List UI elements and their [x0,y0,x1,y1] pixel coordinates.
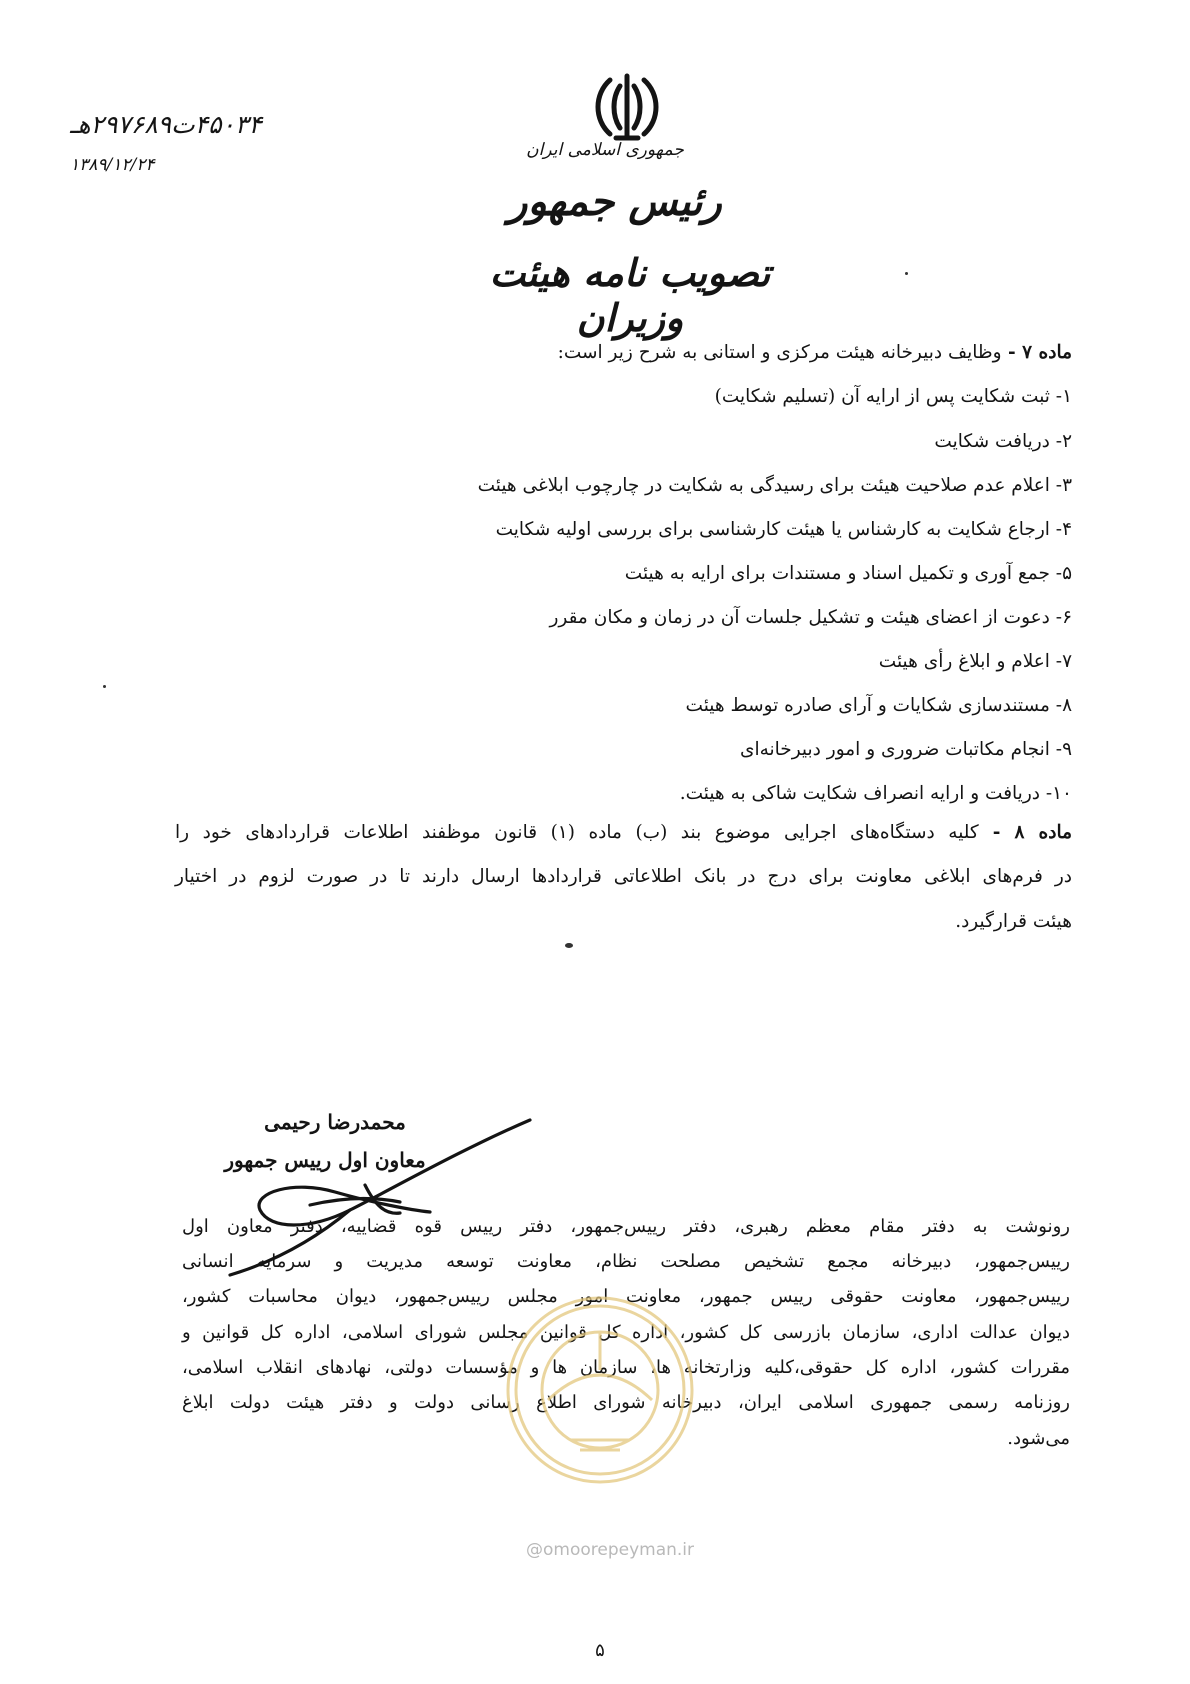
scan-speck [565,943,573,948]
scan-speck [905,272,908,275]
cc-line: رونوشت به دفتر مقام معظم رهبری، دفتر رییس‌جمهور، دفتر رییس قوه قضاییه، دفتر معاون اول [182,1216,1070,1237]
article-7-heading [558,341,1072,365]
cc-line: رییس‌جمهور، معاونت حقوقی رییس جمهور، معاونت امور مجلس رییس‌جمهور، دیوان محاسبات کشور، [182,1286,1070,1307]
article-8-title: ماده ۸ - [978,822,1073,843]
cc-line: دیوان عدالت اداری، سازمان بازرسی کل کشور، اداره کل قوانین مجلس شورای اسلامی، اداره کل قوانین و [182,1322,1070,1343]
reference-number: ۴۵۰۳۴ت۲۹۷۶۸۹هـ [70,110,262,139]
article-8-line: در فرم‌های ابلاغی معاونت برای درج در بانک اطلاعاتی قراردادها ارسال دارند تا در صورت لزوم در اختیار [175,866,1072,887]
article-7-item: ۸- مستندسازی شکایات و آرای صادره توسط هیئت [685,695,1072,716]
article-8-text: کلیه دستگاه‌های اجرایی موضوع بند (ب) ماده (۱) قانون موظفند اطلاعات قراردادهای خود را [175,822,979,843]
page-number: ۵ [595,1640,605,1661]
office-title: رئیس جمهور [508,178,722,225]
cc-line: می‌شود. [1007,1428,1070,1449]
article-7-item: ۳- اعلام عدم صلاحیت هیئت برای رسیدگی به شکایت در چارچوب ابلاغی هیئت [477,475,1072,496]
article-7-item: ۶- دعوت از اعضای هیئت و تشکیل جلسات آن در زمان و مکان مقرر [549,607,1072,628]
signer-title: معاون اول رییس جمهور [224,1148,426,1172]
article-7-item: ۴- ارجاع شکایت به کارشناس یا هیئت کارشناسی برای بررسی اولیه شکایت [495,519,1072,540]
article-7-item: ۲- دریافت شکایت [934,431,1072,452]
signer-name: محمدرضا رحیمی [264,1110,406,1134]
article-8-line [175,822,1072,843]
article-7-item: ۷- اعلام و ابلاغ رأی هیئت [878,651,1072,672]
watermark-seal-icon [500,1290,700,1490]
cc-line: رییس‌جمهور، دبیرخانه مجمع تشخیص مصلحت نظام، معاونت توسعه مدیریت و سرمایه انسانی [182,1251,1070,1272]
scan-speck [103,685,106,688]
cc-line: روزنامه رسمی جمهوری اسلامی ایران، دبیرخانه شورای اطلاع رسانی دولت و دفتر هیئت دولت ابلاغ [182,1392,1070,1413]
article-7-item: ۱- ثبت شکایت پس از ارایه آن (تسلیم شکایت) [714,386,1072,407]
reference-date: ۱۳۸۹/۱۲/۲۴ [70,155,155,175]
country-name: جمهوری اسلامی ایران [526,140,684,160]
article-8-line: هیئت قرارگیرد. [955,911,1072,932]
article-7-title: ماده ۷ - [1001,342,1072,363]
article-7-item: ۱۰- دریافت و ارایه انصراف شکایت شاکی به هیئت. [679,783,1072,804]
article-7-item: ۹- انجام مکاتبات ضروری و امور دبیرخانه‌ای [739,739,1072,760]
article-7-intro: وظایف دبیرخانه هیئت مرکزی و استانی به شرح زیر است: [557,342,1002,363]
article-7-item: ۵- جمع آوری و تکمیل اسناد و مستندات برای ارایه به هیئت [624,563,1072,584]
watermark-url: @omoorepeyman.ir [525,1540,695,1560]
document-type-title: تصویب نامه هیئت وزیران [489,250,771,340]
iran-emblem-icon [590,72,664,144]
cc-line: مقررات کشور، اداره کل حقوقی،کلیه وزارتخانه ها، سازمان ها و مؤسسات دولتی، نهادهای انقلاب اسلامی، [182,1357,1070,1378]
